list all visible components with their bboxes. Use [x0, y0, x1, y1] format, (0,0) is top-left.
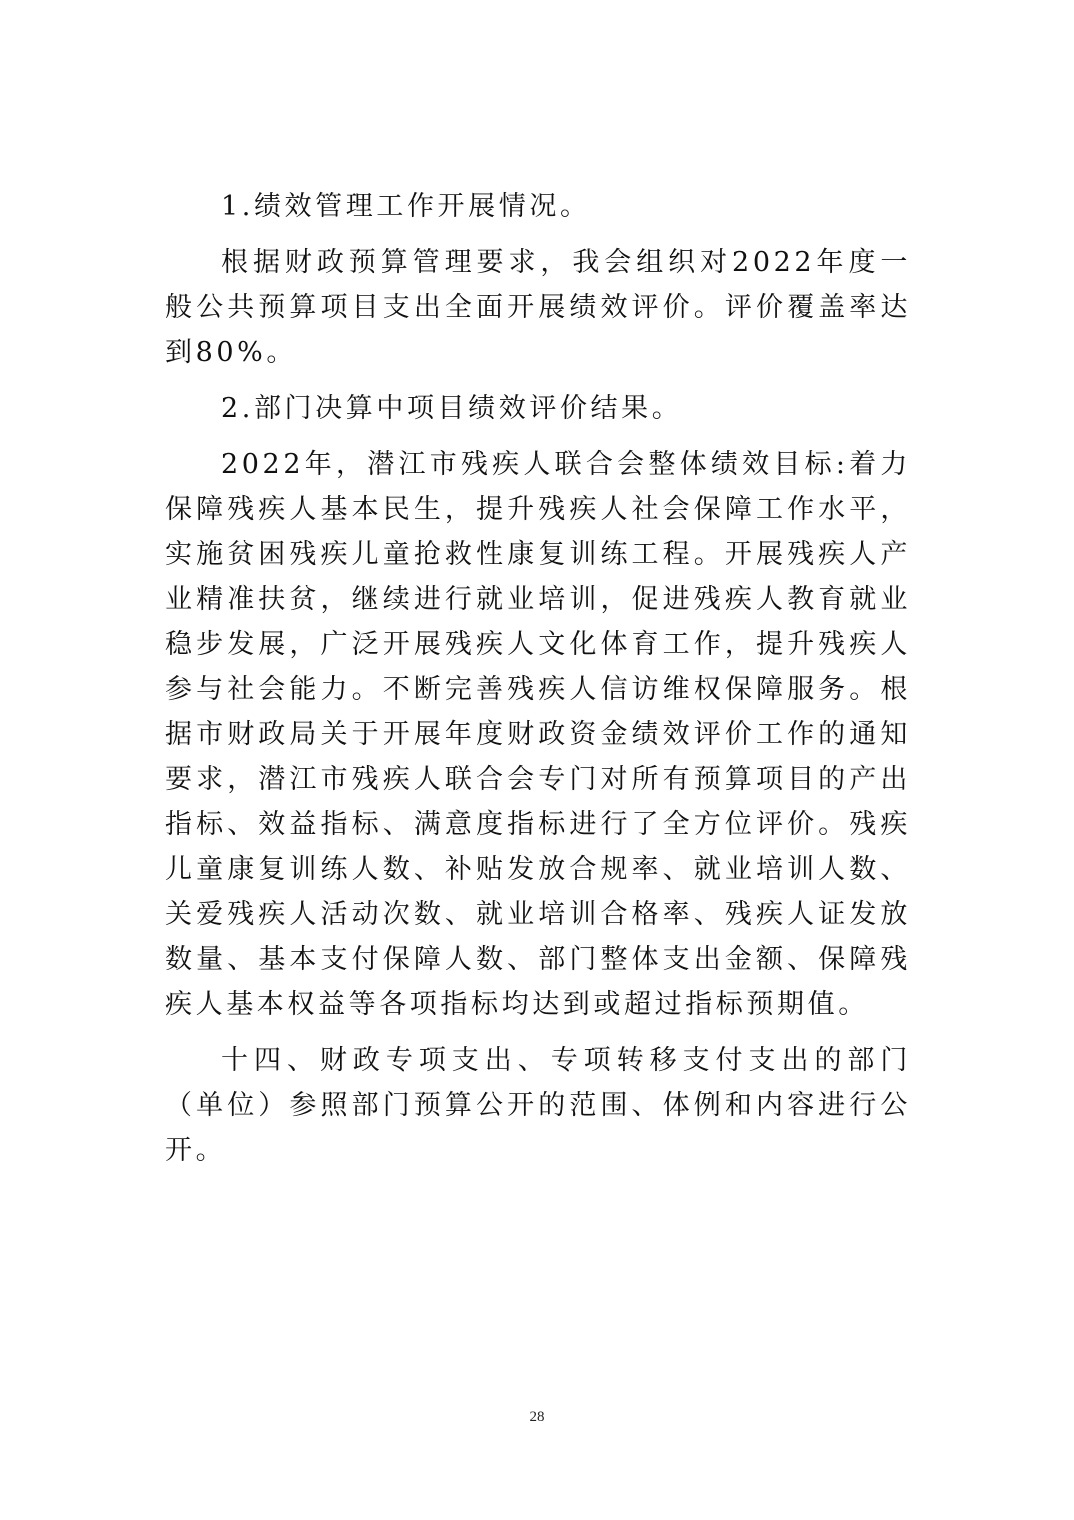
document-body	[165, 184, 911, 1184]
page-number: 28	[529, 1409, 545, 1425]
paragraph-performance-evaluation-coverage: 根据财政预算管理要求，我会组织对2022年度一般公共预算项目支出全面开展绩效评价。评价覆盖率达到80%。	[165, 247, 911, 368]
section-heading-performance-management: 1.绩效管理工作开展情况。	[221, 191, 591, 222]
section-heading-evaluation-results: 2.部门决算中项目绩效评价结果。	[221, 393, 683, 424]
paragraph-special-expenditure-disclosure: 十四、财政专项支出、专项转移支付支出的部门（单位）参照部门预算公开的范围、体例和内容进行公开。	[165, 1045, 911, 1166]
paragraph-overall-performance-goals: 2022年，潜江市残疾人联合会整体绩效目标:着力保障残疾人基本民生，提升残疾人社会保障工作水平，实施贫困残疾儿童抢救性康复训练工程。开展残疾人产业精准扶贫，继续进行就业培训，促进残疾人教育就业稳步发展，广泛开展残疾人文化体育工作，提升残疾人参与社会能力。不断完善残疾人信访维权保障服务。根据市财政局关于开展年度财政资金绩效评价工作的通知要求，潜江市残疾人联合会专门对所有预算项目的产出指标、效益指标、满意度指标进行了全方位评价。残疾儿童康复训练人数、补贴发放合规率、就业培训人数、关爱残疾人活动次数、就业培训合格率、残疾人证发放数量、基本支付保障人数、部门整体支出金额、保障残疾人基本权益等各项指标均达到或超过指标预期值。	[165, 449, 911, 1020]
